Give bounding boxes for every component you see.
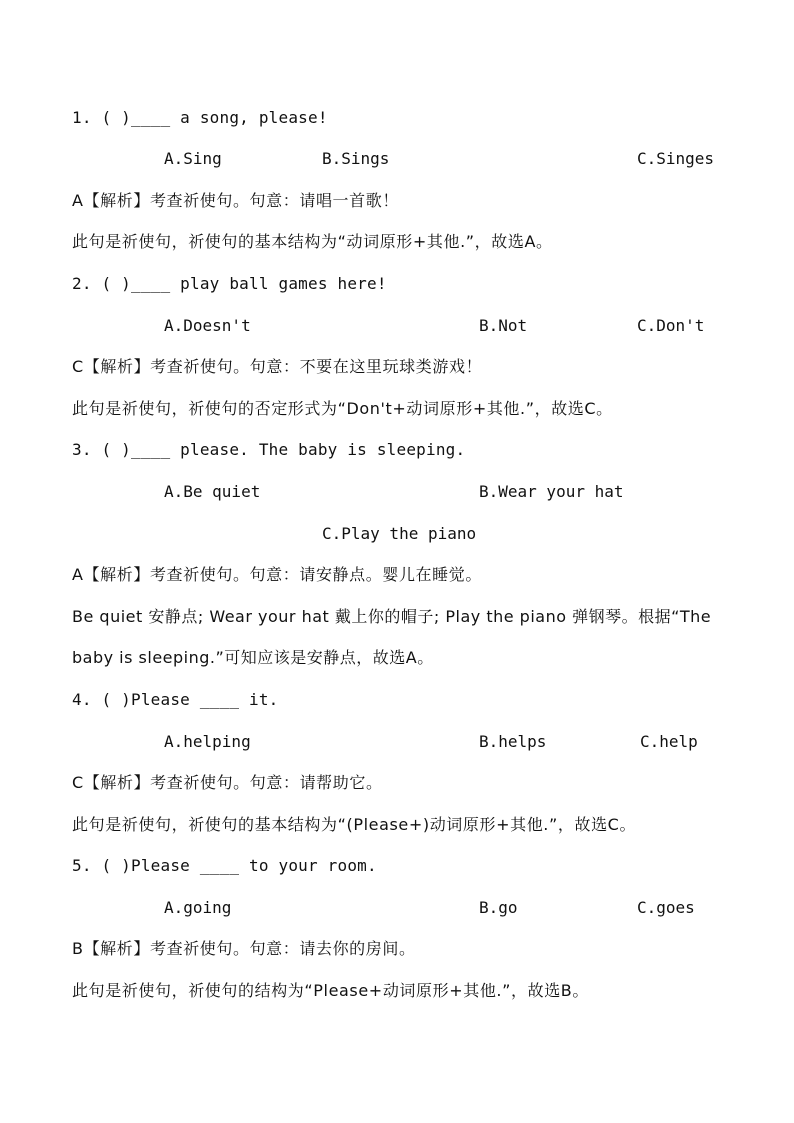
question-2-option-c: C.Don't <box>637 316 705 335</box>
question-1-option-a: A.Sing <box>164 149 222 168</box>
question-4-analysis: C【解析】考查祈使句。句意：请帮助它。 <box>72 773 383 792</box>
question-1-option-c: C.Singes <box>637 149 715 168</box>
question-5-option-c: C.goes <box>637 898 695 917</box>
question-1-explanation: 此句是祈使句，祈使句的基本结构为“动词原形+其他.”，故选A。 <box>72 232 553 251</box>
question-4-explanation: 此句是祈使句，祈使句的基本结构为“(Please+)动词原形+其他.”，故选C。 <box>72 815 637 834</box>
question-3-option-a: A.Be quiet <box>164 482 261 501</box>
question-3-analysis: A【解析】考查祈使句。句意：请安静点。婴儿在睡觉。 <box>72 565 482 584</box>
question-5-option-a: A.going <box>164 898 232 917</box>
question-4-option-b: B.helps <box>479 732 547 751</box>
question-5-explanation: 此句是祈使句，祈使句的结构为“Please+动词原形+其他.”，故选B。 <box>72 981 589 1000</box>
question-5-option-b: B.go <box>479 898 518 917</box>
question-2-explanation: 此句是祈使句，祈使句的否定形式为“Don't+动词原形+其他.”，故选C。 <box>72 399 613 418</box>
question-3-explanation: Be quiet 安静点; Wear your hat 戴上你的帽子; Play the piano 弹钢琴。根据“The baby is sleeping.”可知应该是安静点，故选A。 <box>72 607 712 667</box>
question-1-analysis: A【解析】考查祈使句。句意：请唱一首歌！ <box>72 191 399 210</box>
question-1-stem: 1. ( )____ a song, please! <box>72 108 328 127</box>
question-3-stem: 3. ( )____ please. The baby is sleeping. <box>72 440 466 459</box>
question-2-option-a: A.Doesn't <box>164 316 251 335</box>
question-2-option-b: B.Not <box>479 316 528 335</box>
question-4-option-c: C.help <box>640 732 698 751</box>
question-4-stem: 4. ( )Please ____ it. <box>72 690 279 709</box>
question-3-option-c: C.Play the piano <box>322 524 477 543</box>
question-5-analysis: B【解析】考查祈使句。句意：请去你的房间。 <box>72 939 416 958</box>
question-2-stem: 2. ( )____ play ball games here! <box>72 274 387 293</box>
question-2-analysis: C【解析】考查祈使句。句意：不要在这里玩球类游戏！ <box>72 357 483 376</box>
question-1-option-b: B.Sings <box>322 149 390 168</box>
question-3-option-b: B.Wear your hat <box>479 482 624 501</box>
question-5-stem: 5. ( )Please ____ to your room. <box>72 856 377 875</box>
question-4-option-a: A.helping <box>164 732 251 751</box>
